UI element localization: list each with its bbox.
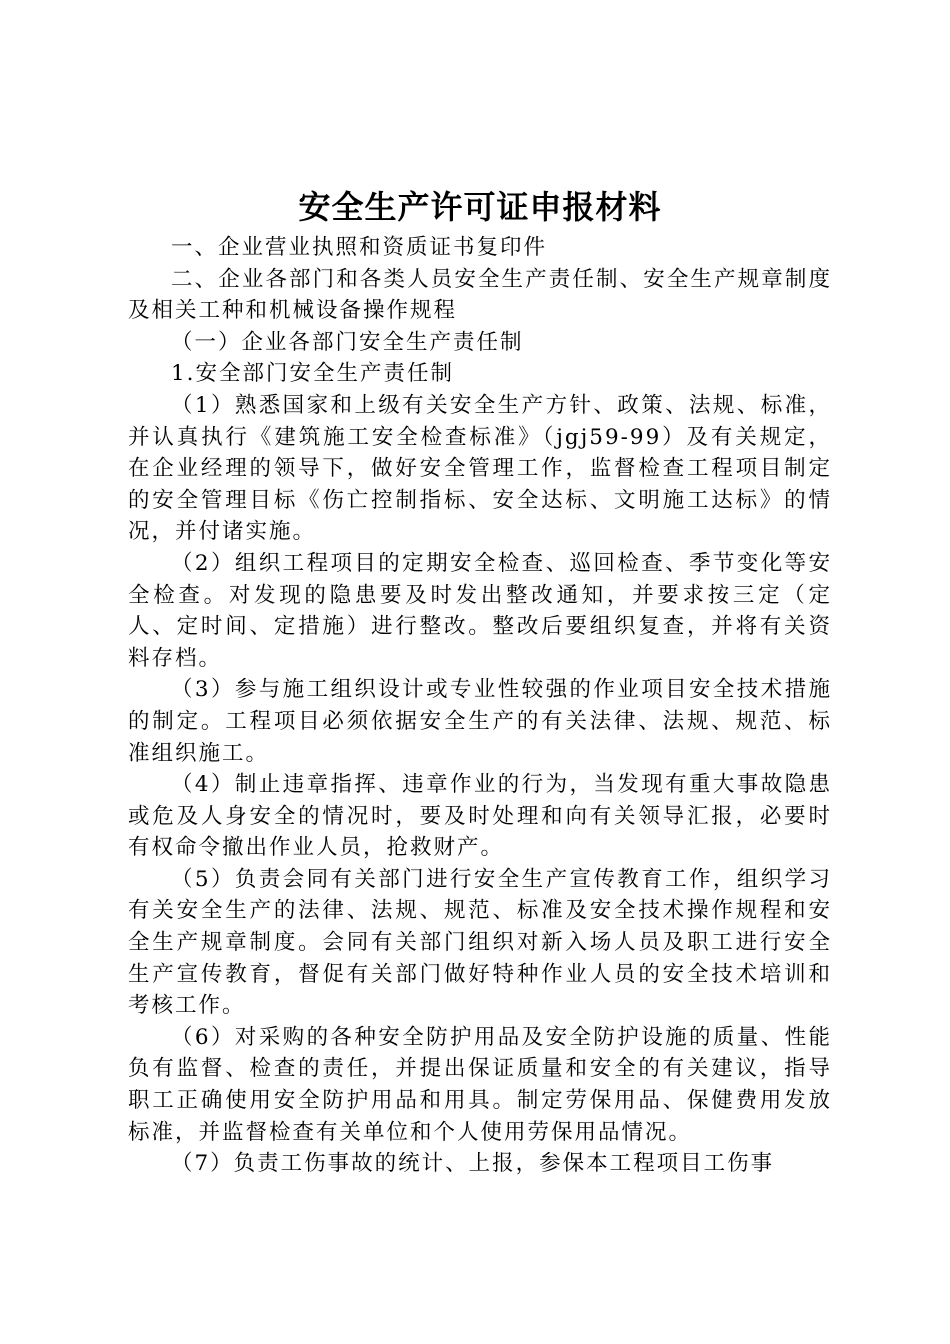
paragraph-clause-4: （4）制止违章指挥、违章作业的行为，当发现有重大事故隐患或危及人身安全的情况时，要及时处理和向有关领导汇报，必要时有权命令撤出作业人员，抢救财产。 [128,772,832,861]
paragraph-clause-3: （3）参与施工组织设计或专业性较强的作业项目安全技术措施的制定。工程项目必须依据安全生产的有关法律、法规、规范、标准组织施工。 [128,677,832,766]
paragraph-section-1: 一、企业营业执照和资质证书复印件 [171,235,548,260]
document-body [128,232,832,1180]
document-title: 安全生产许可证申报材料 [298,188,662,226]
paragraph-clause-5: （5）负责会同有关部门进行安全生产宣传教育工作，组织学习有关安全生产的法律、法规、规范、标准及安全技术操作规程和安全生产规章制度。会同有关部门组织对新入场人员及职工进行安全生产宣传教育，督促有关部门做好特种作业人员的安全技术培训和考核工作。 [128,866,832,1019]
paragraph-clause-1: （1）熟悉国家和上级有关安全生产方针、政策、法规、标准，并认真执行《建筑施工安全检查标准》（jgj59-99）及有关规定，在企业经理的领导下，做好安全管理工作，监督检查工程项目制定的安全管理目标《伤亡控制指标、安全达标、文明施工达标》的情况，并付诸实施。 [128,392,832,545]
paragraph-clause-6: （6）对采购的各种安全防护用品及安全防护设施的质量、性能负有监督、检查的责任，并提出保证质量和安全的有关建议，指导职工正确使用安全防护用品和用具。制定劳保用品、保健费用发放标准，并监督检查有关单位和个人使用劳保用品情况。 [128,1024,832,1145]
paragraph-section-2: 二、企业各部门和各类人员安全生产责任制、安全生产规章制度及相关工种和机械设备操作规程 [128,266,832,324]
paragraph-clause-7: （7）负责工伤事故的统计、上报，参保本工程项目工伤事 [171,1151,775,1177]
paragraph-clause-2: （2）组织工程项目的定期安全检查、巡回检查、季节变化等安全检查。对发现的隐患要及时发出整改通知，并要求按三定（定人、定时间、定措施）进行整改。整改后要组织复查，并将有关资料存档。 [128,550,832,671]
paragraph-subsection-1: （一）企业各部门安全生产责任制 [171,329,524,355]
paragraph-item-1: 1.安全部门安全生产责任制 [171,361,455,387]
